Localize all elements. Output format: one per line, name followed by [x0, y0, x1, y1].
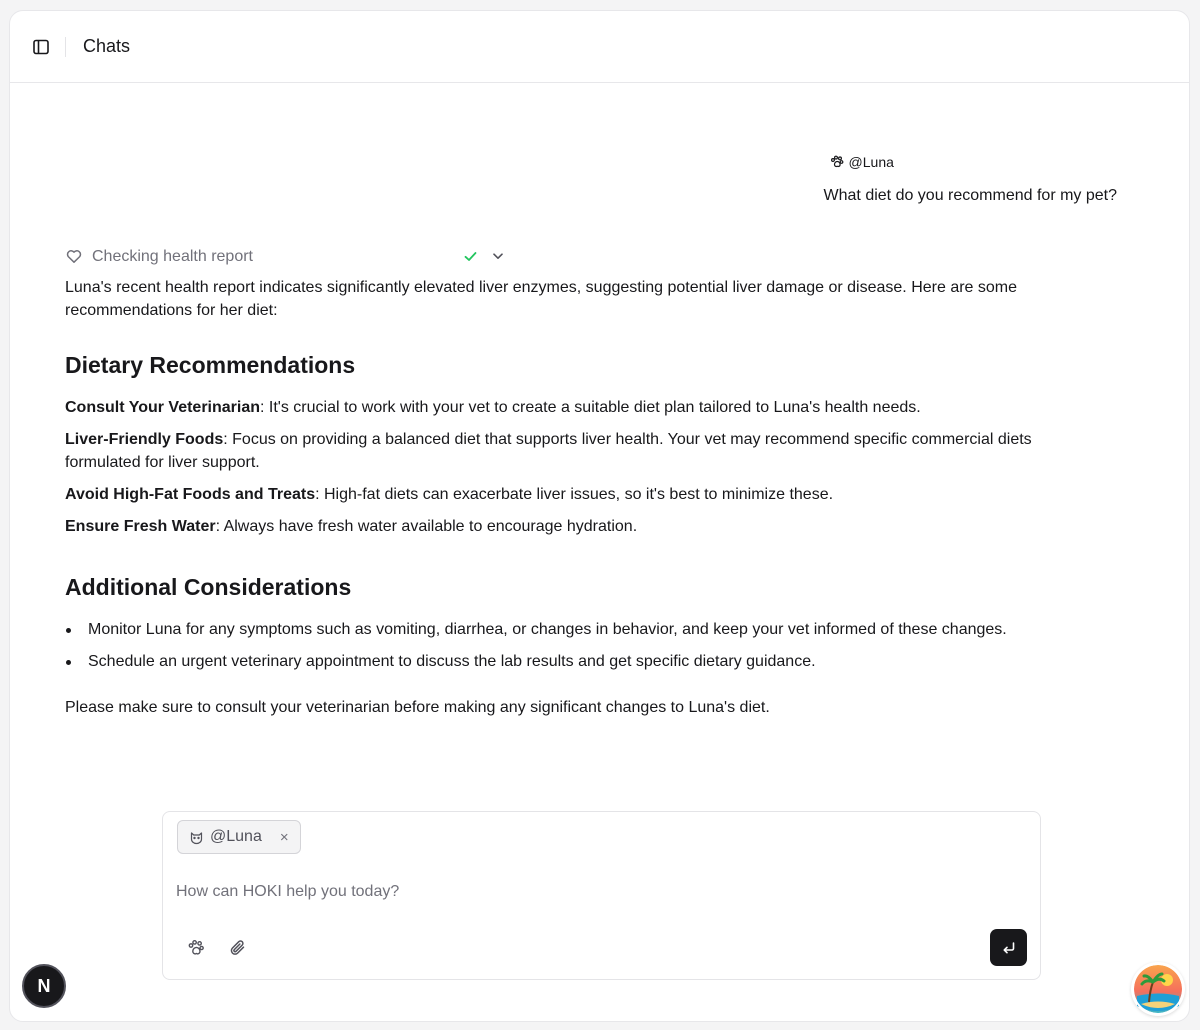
tool-status-label: Checking health report [92, 247, 253, 265]
app-window [9, 10, 1190, 1022]
assistant-message [65, 245, 1105, 719]
recommendation-item [65, 483, 1105, 506]
recommendation-item [65, 515, 1105, 538]
paw-icon [830, 155, 844, 169]
recommendation-text: : High-fat diets can exacerbate liver issues, so it's best to minimize these. [315, 486, 834, 503]
paperclip-icon[interactable] [227, 937, 249, 959]
message-composer [162, 811, 1041, 980]
send-button[interactable] [990, 929, 1027, 966]
recommendation-title: Consult Your Veterinarian [65, 399, 261, 416]
section-title-additional: Additional Considerations [65, 574, 352, 600]
n-badge[interactable]: N [22, 964, 66, 1008]
list-item: Monitor Luna for any symptoms such as vomiting, diarrhea, or changes in behavior, and keep your vet informed of these changes. [65, 618, 1105, 641]
user-message [824, 154, 1117, 205]
section-title-dietary: Dietary Recommendations [65, 352, 356, 378]
assistant-closing: Please make sure to consult your veterinarian before making any significant changes to Luna's diet. [65, 699, 770, 716]
page-title: Chats [83, 36, 131, 56]
header-divider [65, 37, 66, 57]
recommendation-text: : It's crucial to work with your vet to create a suitable diet plan tailored to Luna's health needs. [260, 399, 921, 416]
recommendation-title: Liver-Friendly Foods [65, 431, 224, 448]
avatar[interactable] [1131, 962, 1185, 1016]
list-item: Schedule an urgent veterinary appointment to discuss the lab results and get specific dietary guidance. [65, 650, 1105, 673]
sidebar-toggle-icon[interactable] [31, 37, 51, 57]
recommendation-item [65, 396, 1105, 419]
message-input[interactable] [176, 880, 1016, 904]
recommendation-title: Avoid High-Fat Foods and Treats [65, 486, 316, 503]
considerations-list [65, 618, 1105, 673]
mention-chip-label: @Luna [210, 828, 262, 845]
close-icon[interactable]: × [279, 828, 289, 846]
tool-status-row[interactable] [65, 245, 505, 267]
composer-tools [185, 937, 249, 959]
recommendation-text: : Always have fresh water available to encourage hydration. [215, 518, 638, 535]
assistant-intro: Luna's recent health report indicates significantly elevated liver enzymes, suggesting potential liver damage or disease. Here are some recommendations for her diet: [65, 279, 1018, 319]
recommendation-item [65, 428, 1105, 474]
heart-icon [65, 247, 83, 265]
user-mention-tag [830, 154, 1117, 170]
enter-icon [1001, 940, 1017, 956]
cat-icon [189, 830, 204, 845]
recommendation-text: : Focus on providing a balanced diet that supports liver health. Your vet may recommend specific commercial diets formulated for liver support. [65, 431, 1032, 471]
mention-chip[interactable] [177, 820, 301, 854]
chevron-down-icon[interactable] [491, 249, 505, 263]
check-icon [463, 249, 478, 264]
recommendations-list [65, 396, 1105, 538]
header [10, 11, 1189, 83]
paw-icon[interactable] [185, 937, 207, 959]
user-message-text: What diet do you recommend for my pet? [823, 187, 1117, 204]
recommendation-title: Ensure Fresh Water [65, 518, 216, 535]
user-mention-label: @Luna [848, 154, 894, 170]
